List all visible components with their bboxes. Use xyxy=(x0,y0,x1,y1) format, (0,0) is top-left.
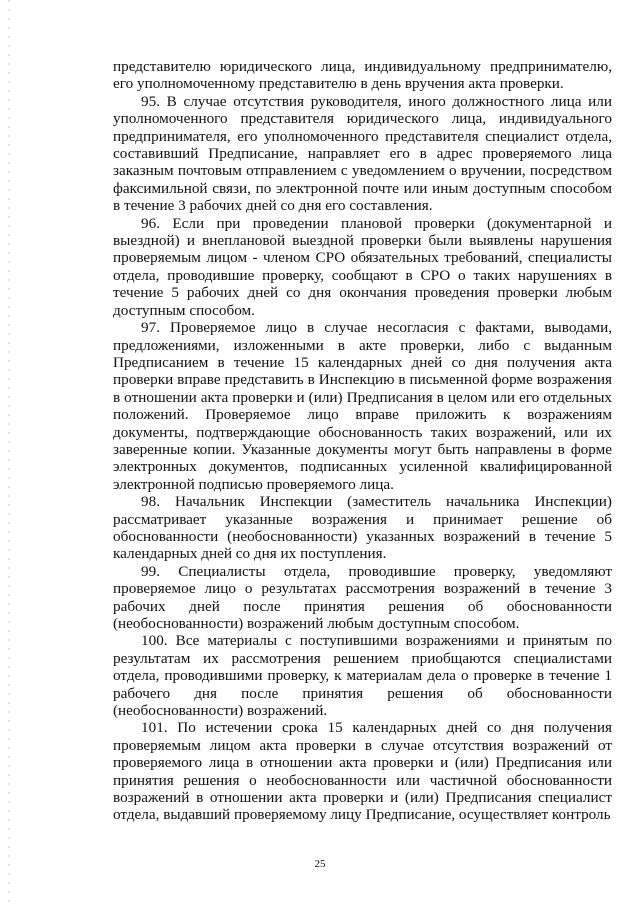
paragraph-continued: представителю юридического лица, индивидуальному предпринимателю, его уполномоченному представителю в день вручения акта проверки. xyxy=(113,58,612,93)
page-edge-shadow xyxy=(8,0,10,905)
paragraph-95: 95. В случае отсутствия руководителя, иного должностного лица или уполномоченного представителя юридического лица, индивидуального предпринимателя, его уполномоченного представителя специалист отдела, составивший Предписание, направляет его в адрес проверяемого лица заказным почтовым отправлением с уведомлением о вручении, посредством факсимильной связи, по электронной почте или иным доступным способом в течение 3 рабочих дней со дня его составления. xyxy=(113,92,612,215)
paragraph-100: 100. Все материалы с поступившими возражениями и принятым по результатам их рассмотрения решением приобщаются специалистами отдела, проводившими проверку, к материалам дела о проверке в течение 1 рабочего дня после принятия решения об обоснованности (необоснованности) возражений. xyxy=(113,632,612,720)
paragraph-96: 96. Если при проведении плановой проверки (документарной и выездной) и внеплановой выездной проверки были выявлены нарушения проверяемым лицом - членом СРО обязательных требований, специалисты отдела, проводившие проверку, сообщают в СРО о таких нарушениях в течение 5 рабочих дней со дня окончания проведения проверки любым доступным способом. xyxy=(113,214,612,319)
page-number: 25 xyxy=(314,858,326,870)
paragraph-98: 98. Начальник Инспекции (заместитель начальника Инспекции) рассматривает указанные возражения и принимает решение об обоснованности (необоснованности) указанных возражений в течение 5 календарных дней со дня их поступления. xyxy=(113,493,612,563)
paragraph-101: 101. По истечении срока 15 календарных дней со дня получения проверяемым лицом акта проверки в случае отсутствия возражений от проверяемого лица в отношении акта проверки и (или) Предписания или принятия решения о необоснованности или частичной обоснованности возражений в отношении акта проверки и (или) Предписания специалист отдела, выдавший проверяемому лицу Предписание, осуществляет контроль xyxy=(113,719,612,824)
paragraph-97: 97. Проверяемое лицо в случае несогласия с фактами, выводами, предложениями, изложенными в акте проверки, либо с выданным Предписанием в течение 15 календарных дней со дня получения акта проверки вправе представить в Инспекцию в письменной форме возражения в отношении акта проверки и (или) Предписания в целом или его отдельных положений. Проверяемое лицо вправе приложить к возражениям документы, подтверждающие обоснованность таких возражений, или их заверенные копии. Указанные документы могут быть направлены в форме электронных документов, подписанных усиленной квалифицированной электронной подписью проверяемого лица. xyxy=(113,319,612,493)
paragraph-99: 99. Специалисты отдела, проводившие проверку, уведомляют проверяемое лицо о результатах рассмотрения возражений в течение 3 рабочих дней после принятия решения об обоснованности (необоснованности) возражений любым доступным способом. xyxy=(113,562,612,632)
document-body xyxy=(113,58,612,824)
